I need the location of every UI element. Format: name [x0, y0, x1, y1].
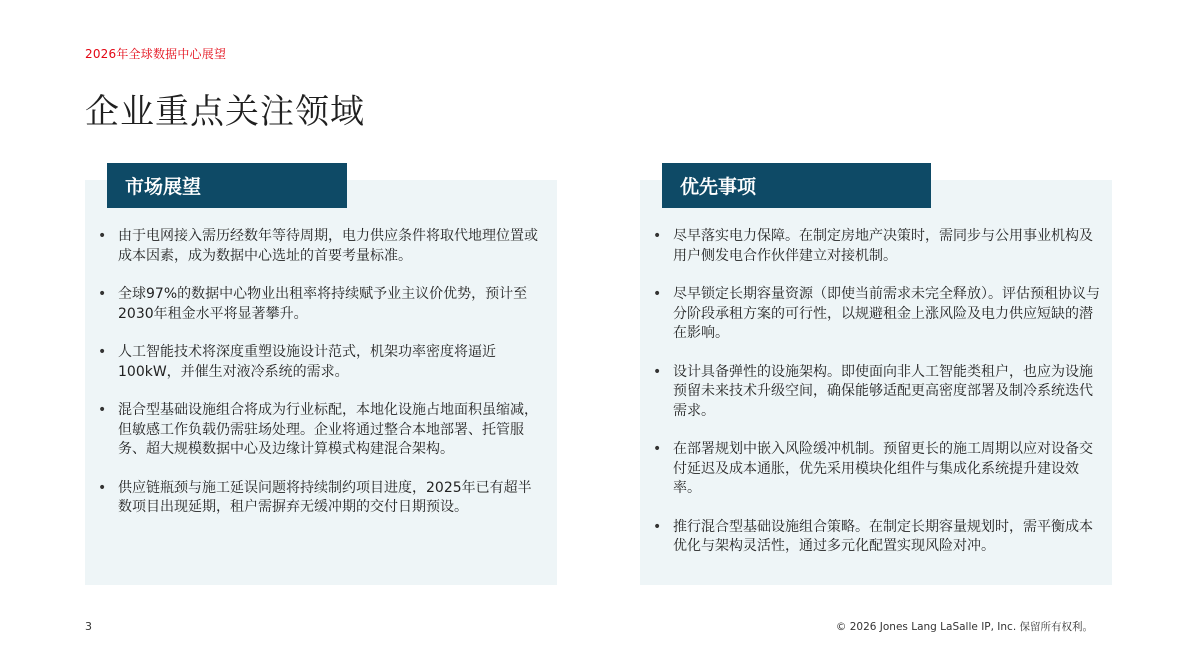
bullet-icon: •: [98, 286, 107, 302]
panel-heading-priorities: 优先事项: [662, 163, 931, 208]
bullet-icon: •: [653, 228, 662, 244]
page-number: 3: [85, 620, 92, 633]
bullet-icon: •: [98, 402, 107, 418]
list-item-text: 混合型基础设施组合将成为行业标配，本地化设施占地面积虽缩减，但敏感工作负载仍需驻场处理。企业将通过整合本地部署、托管服务、超大规模数据中心及边缘计算模式构建混合架构。: [118, 402, 538, 457]
bullet-icon: •: [98, 479, 107, 496]
priorities-list: [652, 227, 1100, 576]
list-item: [652, 518, 1100, 557]
list-item-text: 尽早落实电力保障。在制定房地产决策时，需同步与公用事业机构及用户侧发电合作伙伴建立对接机制。: [673, 228, 1093, 264]
bullet-icon: •: [653, 363, 662, 380]
list-item: [652, 363, 1100, 422]
list-item: [97, 479, 545, 518]
list-item: [97, 401, 545, 460]
copyright-notice: © 2026 Jones Lang LaSalle IP, Inc. 保留所有权利。: [835, 621, 1093, 633]
list-item-text: 尽早锁定长期容量资源（即使当前需求未完全释放）。评估预租协议与分阶段承租方案的可行性，以规避租金上涨风险及电力供应短缺的潜在影响。: [673, 286, 1100, 341]
list-item: [97, 343, 545, 382]
bullet-icon: •: [98, 344, 107, 360]
panel-heading-market-outlook: 市场展望: [107, 163, 347, 208]
list-item: [652, 440, 1100, 499]
page-title: 企业重点关注领域: [85, 92, 365, 132]
list-item-text: 人工智能技术将深度重塑设施设计范式，机架功率密度将逼近100kW，并催生对液冷系统的需求。: [118, 344, 496, 380]
list-item: [652, 285, 1100, 344]
bullet-icon: •: [653, 441, 662, 457]
list-item-text: 设计具备弹性的设施架构。即使面向非人工智能类租户，也应为设施预留未来技术升级空间，确保能够适配更高密度部署及制冷系统迭代需求。: [673, 363, 1093, 419]
list-item: [97, 285, 545, 324]
list-item: [652, 227, 1100, 266]
list-item-text: 全球97%的数据中心物业出租率将持续赋予业主议价优势，预计至2030年租金水平将显著攀升。: [118, 286, 528, 322]
list-item-text: 在部署规划中嵌入风险缓冲机制。预留更长的施工周期以应对设备交付延迟及成本通胀，优先采用模块化组件与集成化系统提升建设效率。: [673, 441, 1093, 496]
list-item-text: 供应链瓶颈与施工延误问题将持续制约项目进度，2025年已有超半数项目出现延期，租户需摒弃无缓冲期的交付日期预设。: [118, 479, 532, 515]
bullet-icon: •: [98, 228, 107, 244]
market-outlook-list: [97, 227, 545, 537]
list-item-text: 由于电网接入需历经数年等待周期，电力供应条件将取代地理位置或成本因素，成为数据中心选址的首要考量标准。: [118, 228, 538, 264]
bullet-icon: •: [653, 286, 662, 302]
priorities-panel: [640, 176, 1112, 585]
list-item: [97, 227, 545, 266]
bullet-icon: •: [653, 518, 662, 535]
list-item-text: 推行混合型基础设施组合策略。在制定长期容量规划时，需平衡成本优化与架构灵活性，通过多元化配置实现风险对冲。: [673, 518, 1093, 554]
market-outlook-panel: [85, 176, 557, 585]
report-label: 2026年全球数据中心展望: [85, 47, 227, 61]
